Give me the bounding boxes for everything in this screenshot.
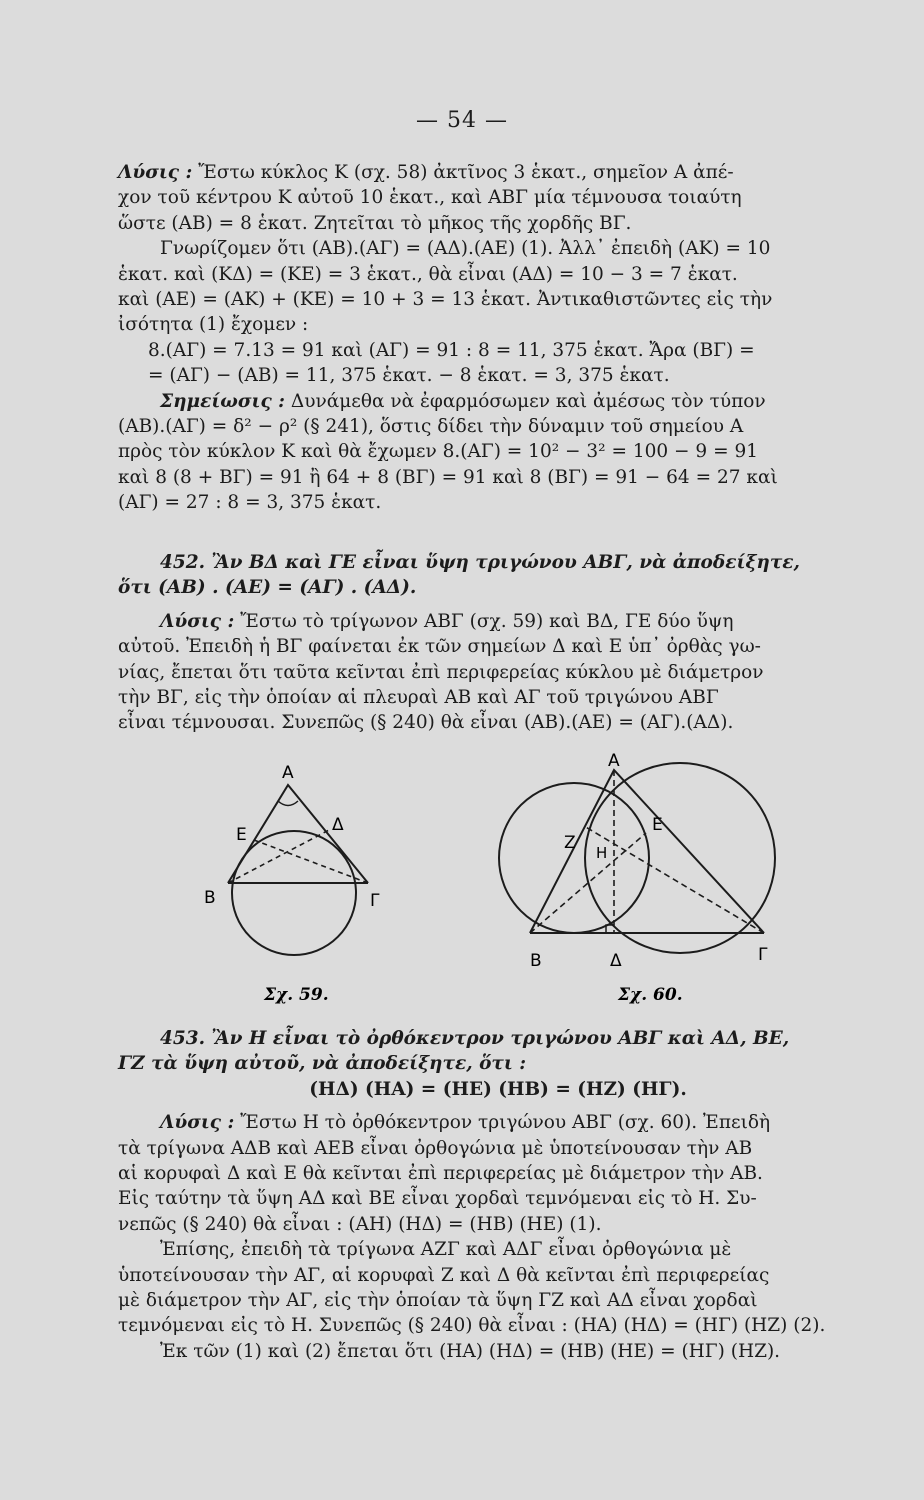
fig59-label-D: Δ	[332, 815, 344, 835]
problem-title-line: ὅτι (ΑΒ) . (ΑΕ) = (ΑΓ) . (ΑΔ).	[118, 577, 417, 599]
text-line: Εἰς ταύτην τὰ ὕψη ΑΔ καὶ ΒΕ εἶναι χορδαὶ τεμνόμεναι εἰς τὸ Η. Συ-	[118, 1188, 757, 1210]
fig59-angle-mark	[278, 801, 298, 806]
problem-number: 452.	[160, 552, 206, 573]
fig60-label-G: Γ	[758, 945, 768, 965]
text-line: Λύσις : Ἔστω Η τὸ ὀρθόκεντρον τριγώνου ΑΒΓ (σχ. 60). Ἐπειδὴ	[160, 1112, 771, 1134]
solution-label: Λύσις :	[160, 610, 235, 632]
solution-label: Λύσις :	[118, 162, 193, 183]
figure-59	[228, 785, 368, 955]
text-line: εἶναι τέμνουσαι. Συνεπῶς (§ 240) θὰ εἶναι (ΑΒ).(ΑΕ) = (ΑΓ).(ΑΔ).	[118, 712, 734, 734]
fig59-caption: Σχ. 59.	[264, 985, 329, 1005]
text-line: (ΑΒ).(ΑΓ) = δ² − ρ² (§ 241), ὅστις δίδει τὴν δύναμιν τοῦ σημείου Α	[118, 416, 744, 438]
text-line: νίας, ἔπεται ὅτι ταῦτα κεῖνται ἐπὶ περιφερείας κύκλου μὲ διάμετρον	[118, 661, 764, 683]
solution-label: Λύσις :	[160, 1112, 235, 1134]
figure-60	[499, 763, 775, 953]
text-line: ὥστε (ΑΒ) = 8 ἑκατ. Ζητεῖται τὸ μῆκος τῆς χορδῆς ΒΓ.	[118, 212, 632, 234]
figures-area	[118, 748, 878, 1018]
fig60-label-D: Δ	[610, 951, 622, 971]
text-line: ἑκατ. καὶ (ΚΔ) = (ΚΕ) = 3 ἑκατ., θὰ εἶναι (ΑΔ) = 10 − 3 = 7 ἑκατ.	[118, 263, 738, 285]
text-line: Γνωρίζομεν ὅτι (ΑΒ).(ΑΓ) = (ΑΔ).(ΑΕ) (1). Ἀλλ᾽ ἐπειδὴ (ΑΚ) = 10	[160, 238, 771, 260]
remark-line: Σημείωσις : Δυνάμεθα νὰ ἐφαρμόσωμεν καὶ ἀμέσως τὸν τύπον	[160, 390, 766, 412]
text-line: ὑποτείνουσαν τὴν ΑΓ, αἱ κορυφαὶ Ζ καὶ Δ θὰ κεῖνται ἐπὶ περιφερείας	[118, 1264, 770, 1286]
equation-line: 8.(ΑΓ) = 7.13 = 91 καὶ (ΑΓ) = 91 : 8 = 11, 375 ἑκατ. Ἄρα (ΒΓ) =	[148, 339, 755, 361]
problem-title: 452. Ἂν ΒΔ καὶ ΓΕ εἶναι ὕψη τριγώνου ΑΒΓ, νὰ ἀποδείξητε,	[160, 552, 800, 573]
solution-section	[118, 160, 878, 516]
fig59-label-B: B	[204, 888, 216, 908]
text-line: χον τοῦ κέντρου Κ αὐτοῦ 10 ἑκατ., καὶ ΑΒΓ μία τέμνουσα τοιαύτη	[118, 187, 742, 209]
fig60-label-E: E	[652, 815, 663, 835]
fig59-label-E: E	[236, 825, 247, 845]
text-line: τεμνόμεναι εἰς τὸ Η. Συνεπῶς (§ 240) θὰ εἶναι : (ΗΑ) (ΗΔ) = (ΗΓ) (ΗΖ) (2).	[118, 1315, 826, 1337]
text-line: καὶ (ΑΕ) = (ΑΚ) + (ΚΕ) = 10 + 3 = 13 ἑκατ. Ἀντικαθιστῶντες εἰς τὴν	[118, 289, 773, 311]
remark-label: Σημείωσις :	[160, 390, 286, 412]
text-line: καὶ 8 (8 + ΒΓ) = 91 ἢ 64 + 8 (ΒΓ) = 91 καὶ 8 (ΒΓ) = 91 − 64 = 27 καὶ	[118, 466, 778, 488]
text-line: ἰσότητα (1) ἔχομεν :	[118, 314, 309, 336]
text-line: πρὸς τὸν κύκλον Κ καὶ θὰ ἔχωμεν 8.(ΑΓ) = 10² − 3² = 100 − 9 = 91	[118, 441, 758, 463]
text-line: νεπῶς (§ 240) θὰ εἶναι : (ΑΗ) (ΗΔ) = (ΗΒ) (ΗΕ) (1).	[118, 1213, 602, 1235]
text-line: Λύσις : Ἔστω τὸ τρίγωνον ΑΒΓ (σχ. 59) καὶ ΒΔ, ΓΕ δύο ὕψη	[160, 610, 734, 632]
text-line: Ἐκ τῶν (1) καὶ (2) ἔπεται ὅτι (ΗΑ) (ΗΔ) = (ΗΒ) (ΗΕ) = (ΗΓ) (ΗΖ).	[160, 1340, 781, 1362]
text-line: τὴν ΒΓ, εἰς τὴν ὁποίαν αἱ πλευραὶ ΑΒ καὶ ΑΓ τοῦ τριγώνου ΑΒΓ	[118, 687, 719, 709]
text-line: μὲ διάμετρον τὴν ΑΓ, εἰς τὴν ὁποίαν τὰ ὕψη ΓΖ καὶ ΑΔ εἶναι χορδαὶ	[118, 1290, 758, 1312]
problem-title: 453. Ἂν Η εἶναι τὸ ὀρθόκεντρον τριγώνου ΑΒΓ καὶ ΑΔ, ΒΕ,	[160, 1028, 790, 1049]
fig59-triangle-sides	[228, 785, 368, 883]
fig59-circle	[232, 831, 356, 955]
problem-452	[118, 550, 878, 736]
problem-title-line: ΓΖ τὰ ὕψη αὐτοῦ, νὰ ἀποδείξητε, ὅτι :	[118, 1053, 527, 1075]
problem-453	[118, 1026, 878, 1364]
problem-title-line: (ΗΔ) (ΗΑ) = (ΗΕ) (ΗΒ) = (ΗΖ) (ΗΓ).	[309, 1078, 687, 1100]
fig59-label-A: A	[282, 763, 294, 783]
fig60-circle-AB	[499, 783, 649, 933]
fig60-label-B: B	[530, 951, 542, 971]
fig60-label-H: H	[596, 844, 608, 862]
text-line: Λύσις : Ἔστω κύκλος Κ (σχ. 58) ἀκτῖνος 3 ἑκατ., σημεῖον Α ἀπέ-	[118, 162, 734, 183]
text-line: αἱ κορυφαὶ Δ καὶ Ε θὰ κεῖνται ἐπὶ περιφερείας μὲ διάμετρον τὴν ΑΒ.	[118, 1163, 763, 1185]
fig60-altitude-GZ	[584, 826, 764, 933]
fig59-label-G: Γ	[370, 891, 380, 911]
figures-svg	[118, 748, 878, 1018]
text-line: Ἐπίσης, ἐπειδὴ τὰ τρίγωνα ΑΖΓ καὶ ΑΔΓ εἶναι ὀρθογώνια μὲ	[160, 1239, 732, 1261]
text-line: αὐτοῦ. Ἐπειδὴ ἡ ΒΓ φαίνεται ἐκ τῶν σημείων Δ καὶ Ε ὑπ᾽ ὀρθὰς γω-	[118, 636, 761, 658]
text-line: (ΑΓ) = 27 : 8 = 3, 375 ἑκατ.	[118, 492, 382, 514]
fig60-caption: Σχ. 60.	[618, 985, 683, 1005]
text-line: τὰ τρίγωνα ΑΔΒ καὶ ΑΕΒ εἶναι ὀρθογώνια μὲ ὑποτείνουσαν τὴν ΑΒ	[118, 1137, 753, 1159]
problem-number: 453.	[160, 1028, 206, 1049]
equation-line: = (ΑΓ) − (ΑΒ) = 11, 375 ἑκατ. − 8 ἑκατ. = 3, 375 ἑκατ.	[148, 365, 670, 387]
fig60-label-A: A	[608, 751, 620, 771]
fig60-label-Z: Z	[564, 833, 576, 853]
page-number: — 54 —	[416, 108, 508, 133]
